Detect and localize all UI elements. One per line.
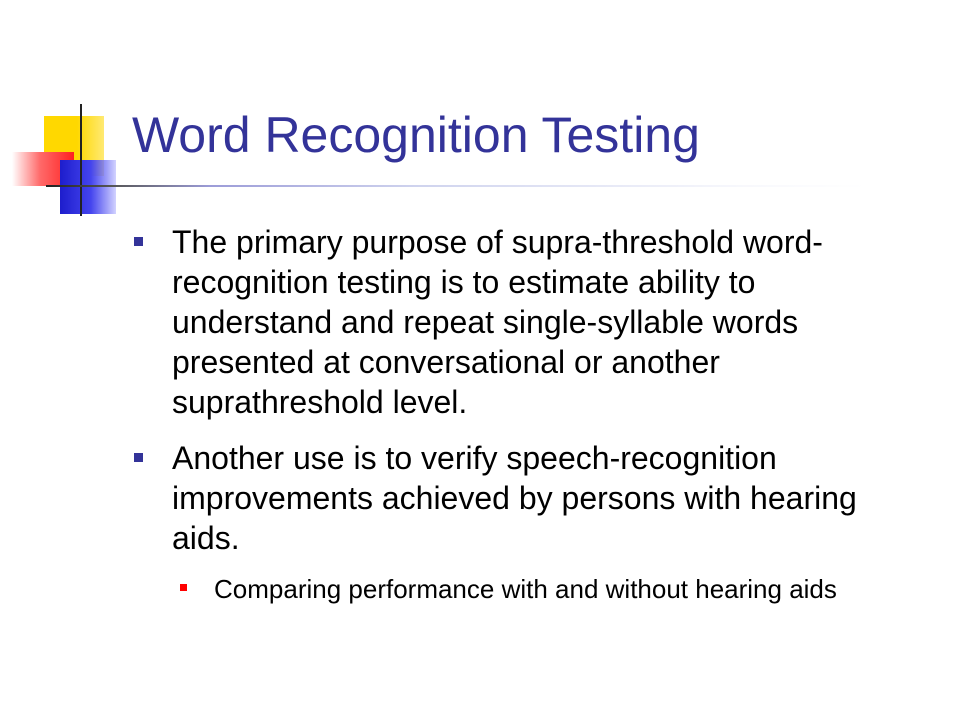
- ornament-vertical-line: [80, 104, 82, 216]
- title-underline: [46, 185, 866, 187]
- sub-bullet-item: [134, 572, 924, 606]
- bullet-text: Another use is to verify speech-recognition improvements achieved by persons with hearing aids.: [172, 440, 857, 556]
- bullet-square-icon: [134, 237, 143, 246]
- bullet-item: [134, 222, 924, 422]
- sub-bullet-text: Comparing performance with and without hearing aids: [214, 574, 837, 604]
- sub-bullet-square-icon: [180, 584, 187, 591]
- ornament-blue-square: [60, 160, 116, 214]
- bullet-item: [134, 438, 924, 558]
- bullet-square-icon: [134, 453, 143, 462]
- bullet-text: The primary purpose of supra-threshold word-recognition testing is to estimate ability to understand and repeat single-syllable words presented at conversational or another suprathreshold level.: [172, 224, 823, 420]
- slide-title: Word Recognition Testing: [132, 107, 700, 163]
- bullet-list: [134, 222, 924, 606]
